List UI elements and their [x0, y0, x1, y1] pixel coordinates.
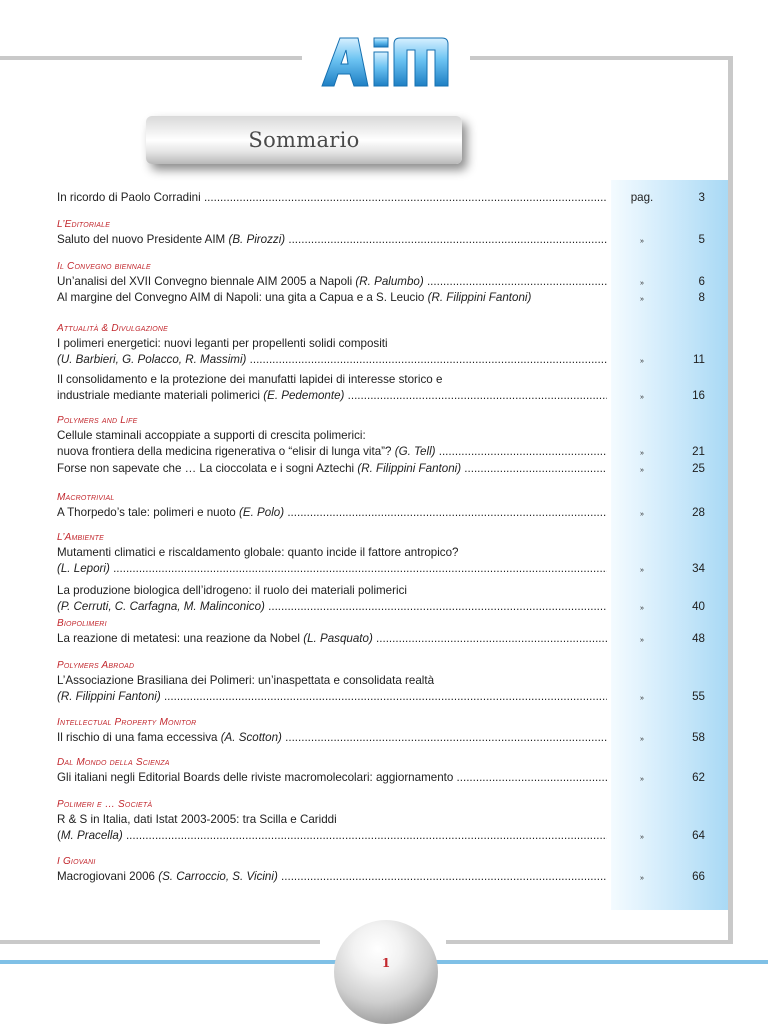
toc-page-number: 66 [692, 870, 705, 883]
page-number-orb [334, 920, 438, 1024]
toc-page-number: 3 [698, 191, 705, 204]
ditto-mark: » [640, 875, 644, 882]
toc-entry-title: La reazione di metatesi: una reazione da Nobel (L. Pasquato) ..... [57, 632, 607, 646]
toc-page-number: 16 [692, 389, 705, 402]
frame-bottom-left-line [0, 940, 320, 944]
toc-page-number: 5 [698, 233, 705, 246]
toc-entry-title: Al margine del Convegno AIM di Napoli: una gita a Capua e a S. Leucio (R. Filippini Fantoni) [57, 291, 532, 304]
toc-entry-title: In ricordo di Paolo Corradini ..... [57, 191, 607, 205]
toc-page-number: 34 [692, 562, 705, 575]
title-box [146, 116, 462, 164]
page-label: pag. [630, 191, 654, 204]
ditto-mark: » [640, 358, 644, 365]
ditto-mark: » [640, 296, 644, 303]
ditto-mark: » [640, 736, 644, 743]
frame-bottom-right-line [446, 940, 733, 944]
frame-top-right-line [470, 56, 732, 60]
toc-page-number: 55 [692, 690, 705, 703]
section-heading-polimeri-societa: Polimeri e … Società [57, 799, 153, 810]
toc-entry-title: Il consolidamento e la protezione dei manufatti lapidei di interesse storico e [57, 373, 443, 386]
toc-page-number: 8 [698, 291, 705, 304]
toc-entry-title-line2: (R. Filippini Fantoni) ..... [57, 690, 607, 704]
ditto-mark: » [640, 467, 644, 474]
ditto-mark: » [640, 637, 644, 644]
ditto-mark: » [640, 280, 644, 287]
toc-entry-title-line2: (U. Barbieri, G. Polacco, R. Massimi) ..... [57, 353, 607, 367]
section-heading-polymers-life: Polymers and Life [57, 415, 138, 426]
ditto-mark: » [640, 511, 644, 518]
toc-entry-title-line2: (P. Cerruti, C. Carfagna, M. Malinconico) ..... [57, 600, 607, 614]
toc-page-number: 40 [692, 600, 705, 613]
toc-entry-title-line2: industriale mediante materiali polimerici (E. Pedemonte) ..... [57, 389, 607, 403]
toc-entry-title-line2: nuova frontiera della medicina rigenerativa o “elisir di lunga vita”? (G. Tell) ..... [57, 445, 607, 459]
ditto-mark: » [640, 605, 644, 612]
section-heading-convegno: Il Convegno biennale [57, 261, 151, 272]
ditto-mark: » [640, 567, 644, 574]
section-heading-polymers-abroad: Polymers Abroad [57, 660, 135, 671]
toc-page-number: 21 [692, 445, 705, 458]
page-title: Sommario [248, 128, 360, 152]
toc-entry-title: I polimeri energetici: nuovi leganti per propellenti solidi compositi [57, 337, 388, 350]
aim-logo [316, 28, 456, 92]
toc-page-number: 48 [692, 632, 705, 645]
toc-entry-title: Gli italiani negli Editorial Boards delle riviste macromolecolari: aggiornamento ..... [57, 771, 607, 785]
toc-entry-title: L’Associazione Brasiliana dei Polimeri: un’inaspettata e consolidata realtà [57, 674, 435, 687]
ditto-mark: » [640, 450, 644, 457]
toc-page-number: 28 [692, 506, 705, 519]
toc-entry-title: Saluto del nuovo Presidente AIM (B. Pirozzi) ..... [57, 233, 607, 247]
frame-top-left-line [0, 56, 302, 60]
toc-entry-title: Un’analisi del XVII Convegno biennale AIM 2005 a Napoli (R. Palumbo) ..... [57, 275, 607, 289]
section-heading-ambiente: L’Ambiente [57, 532, 105, 543]
section-heading-mondo-scienza: Dal Mondo della Scienza [57, 757, 170, 768]
toc-entry-title: Mutamenti climatici e riscaldamento globale: quanto incide il fattore antropico? [57, 546, 459, 559]
toc-entry-title: La produzione biologica dell’idrogeno: il ruolo dei materiali polimerici [57, 584, 407, 597]
toc-page-number: 11 [692, 353, 705, 366]
page-number: 1 [381, 956, 391, 970]
toc-entry-title: Forse non sapevate che … La cioccolata e i sogni Aztechi (R. Filippini Fantoni) ..... [57, 462, 607, 476]
section-heading-attualita: Attualità & Divulgazione [57, 323, 169, 334]
section-heading-editoriale: L’Editoriale [57, 219, 111, 230]
ditto-mark: » [640, 394, 644, 401]
toc-page-number: 6 [698, 275, 705, 288]
ditto-mark: » [640, 238, 644, 245]
toc-page-number: 25 [692, 462, 705, 475]
section-heading-macrotrivial: Macrotrivial [57, 492, 115, 503]
toc-entry-title: R & S in Italia, dati Istat 2003-2005: tra Scilla e Cariddi [57, 813, 337, 826]
toc-page-number: 58 [692, 731, 705, 744]
toc-entry-title: Macrogiovani 2006 (S. Carroccio, S. Vicini) ..... [57, 870, 607, 884]
section-heading-giovani: I Giovani [57, 856, 96, 867]
ditto-mark: » [640, 834, 644, 841]
toc-entry-title-line2: (M. Pracella) ..... [57, 829, 607, 843]
section-heading-ip-monitor: Intellectual Property Monitor [57, 717, 197, 728]
toc-entry-title: A Thorpedo’s tale: polimeri e nuoto (E. Polo) ..... [57, 506, 607, 520]
section-heading-biopolimeri: Biopolimeri [57, 618, 107, 629]
toc-entry-title-line2: (L. Lepori) ..... [57, 562, 607, 576]
ditto-mark: » [640, 776, 644, 783]
toc-page-number: 62 [692, 771, 705, 784]
toc-entry-title: Il rischio di una fama eccessiva (A. Scotton) ..... [57, 731, 607, 745]
toc-entry-title: Cellule staminali accoppiate a supporti di crescita polimerici: [57, 429, 366, 442]
ditto-mark: » [640, 695, 644, 702]
toc-page-number: 64 [692, 829, 705, 842]
frame-right-line [728, 56, 733, 944]
